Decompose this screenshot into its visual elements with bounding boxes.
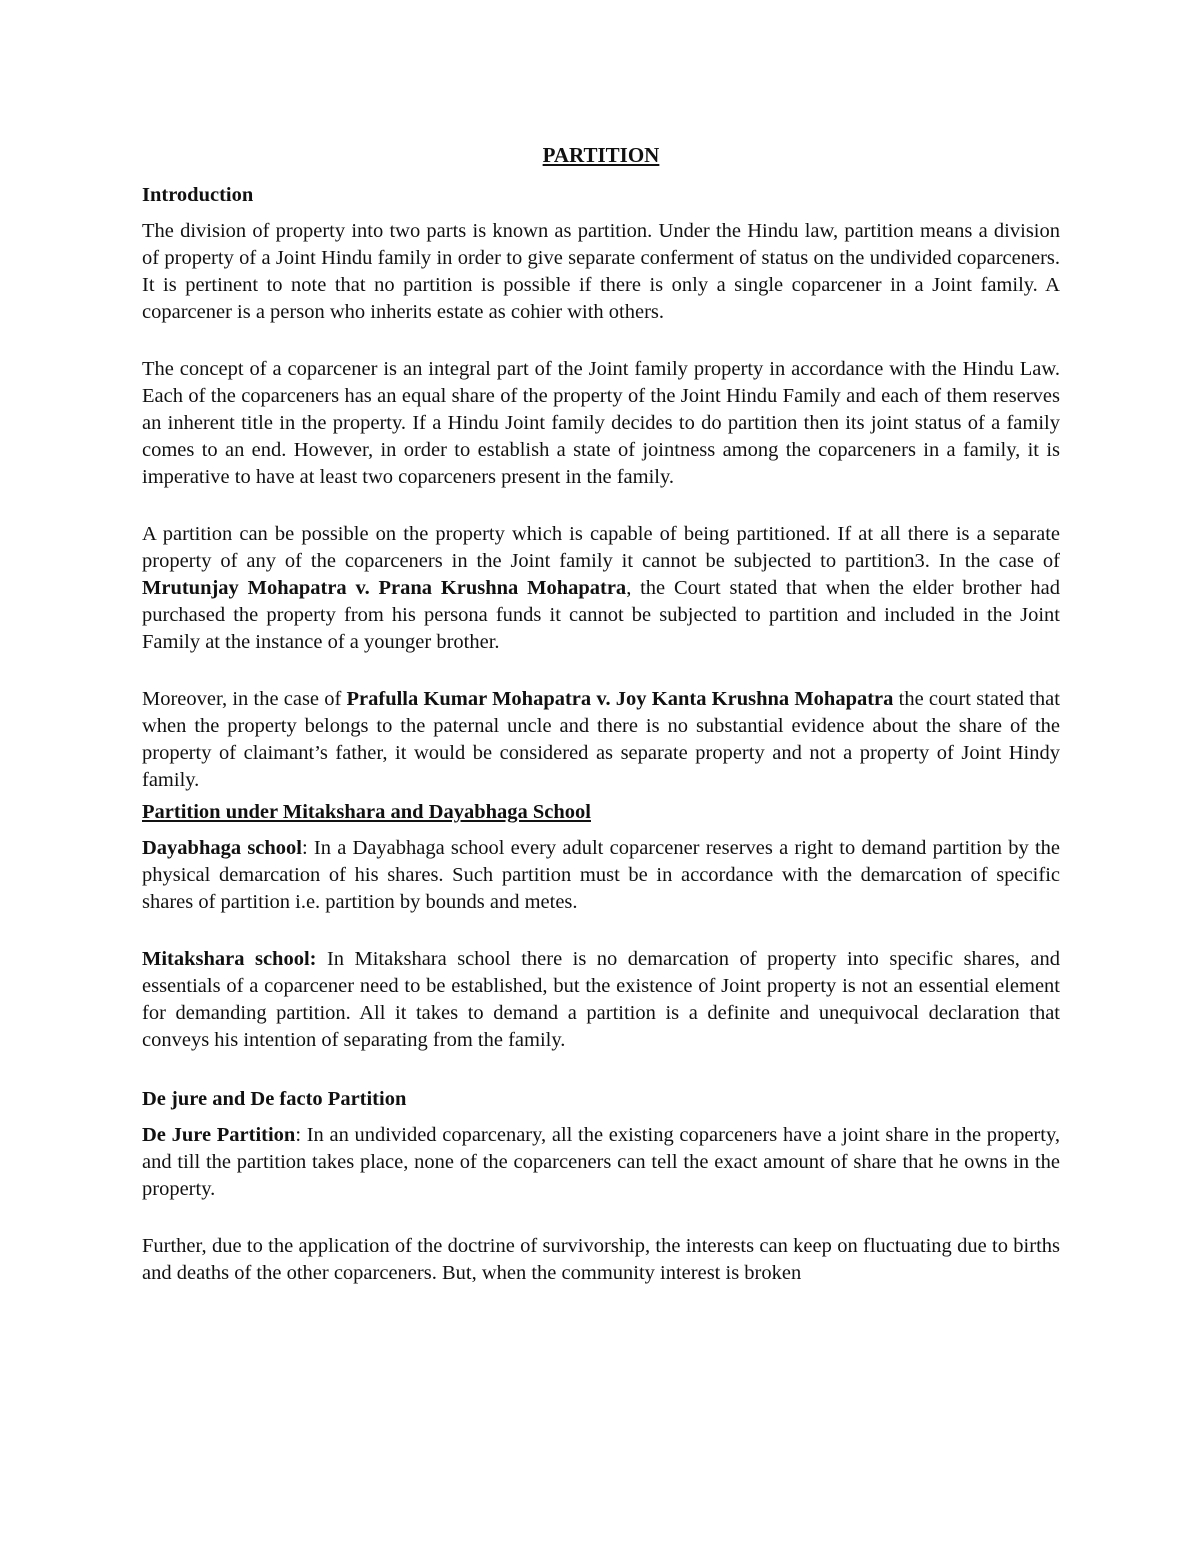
dayabhaga-term: Dayabhaga school — [142, 837, 302, 859]
case-name-mrutunjay: Mrutunjay Mohapatra v. Prana Krushna Mohapatra — [142, 577, 627, 599]
paragraph-text: In Mitakshara school there is no demarcation of property into specific shares, and essentials of a coparcener need to be established, but the existence of Joint property is not an essential element for demanding partition. All it takes to demand a partition is a definite and unequivocal declaration that conveys his intention of separating from the family. — [142, 948, 1061, 1051]
paragraph-text: : In an undivided coparcenary, all the existing coparceners have a joint share in the property, and till the partition takes place, none of the coparceners can tell the exact amount of share that he owns in the property. — [142, 1124, 1060, 1200]
paragraph-text: A partition can be possible on the property which is capable of being partitioned. If at all there is a separate property of any of the coparceners in the Joint family it cannot be subjected to partition3. In the case of — [142, 523, 1060, 572]
dejure-paragraph — [142, 1122, 1060, 1203]
paragraph-text: Moreover, in the case of — [142, 688, 347, 710]
intro-paragraph-1: The division of property into two parts is known as partition. Under the Hindu law, partition means a division of property of a Joint Hindu family in order to give separate conferment of status on the undivided coparceners. It is pertinent to note that no partition is possible if there is only a single coparcener in a Joint family. A coparcener is a person who inherits estate as cohier with others. — [142, 220, 1060, 323]
document-page — [142, 140, 1060, 1287]
survivorship-paragraph: Further, due to the application of the doctrine of survivorship, the interests can keep on fluctuating due to births and deaths of the other coparceners. But, when the community interest is broken — [142, 1235, 1060, 1284]
schools-heading: Partition under Mitakshara and Dayabhaga School — [142, 801, 591, 823]
paragraph-text: , the Court stated that when the elder brother had purchased the property from his persona funds it cannot be subjected to partition and included in the Joint Family at the instance of a younger brother. — [142, 577, 1060, 653]
dejure-term: De Jure Partition — [142, 1124, 296, 1146]
document-title: PARTITION — [542, 143, 660, 167]
introduction-heading: Introduction — [142, 184, 254, 206]
intro-paragraph-2: The concept of a coparcener is an integral part of the Joint family property in accordance with the Hindu Law. Each of the coparceners has an equal share of the property of the Joint Hindu Family and each of them reserves an inherent title in the property. If a Hindu Joint family decides to do partition then its joint status of a family comes to an end. However, in order to establish a state of jointness among the coparceners in a family, it is imperative to have at least two coparceners present in the family. — [142, 358, 1060, 488]
paragraph-text: the court stated that when the property belongs to the paternal uncle and there is no substantial evidence about the share of the property of claimant’s father, it would be considered as separate property and not a property of Joint Hindy family. — [142, 688, 1060, 791]
dejure-defacto-heading: De jure and De facto Partition — [142, 1088, 407, 1110]
case-name-prafulla: Prafulla Kumar Mohapatra v. Joy Kanta Krushna Mohapatra — [346, 688, 894, 710]
intro-paragraph-4 — [142, 686, 1060, 794]
paragraph-text: : In a Dayabhaga school every adult coparcener reserves a right to demand partition by the physical demarcation of his shares. Such partition must be in accordance with the demarcation of specific shares of partition i.e. partition by bounds and metes. — [142, 837, 1060, 913]
mitakshara-term: Mitakshara school: — [142, 948, 317, 970]
dayabhaga-paragraph — [142, 835, 1060, 916]
mitakshara-paragraph — [142, 946, 1060, 1054]
intro-paragraph-3 — [142, 521, 1060, 656]
